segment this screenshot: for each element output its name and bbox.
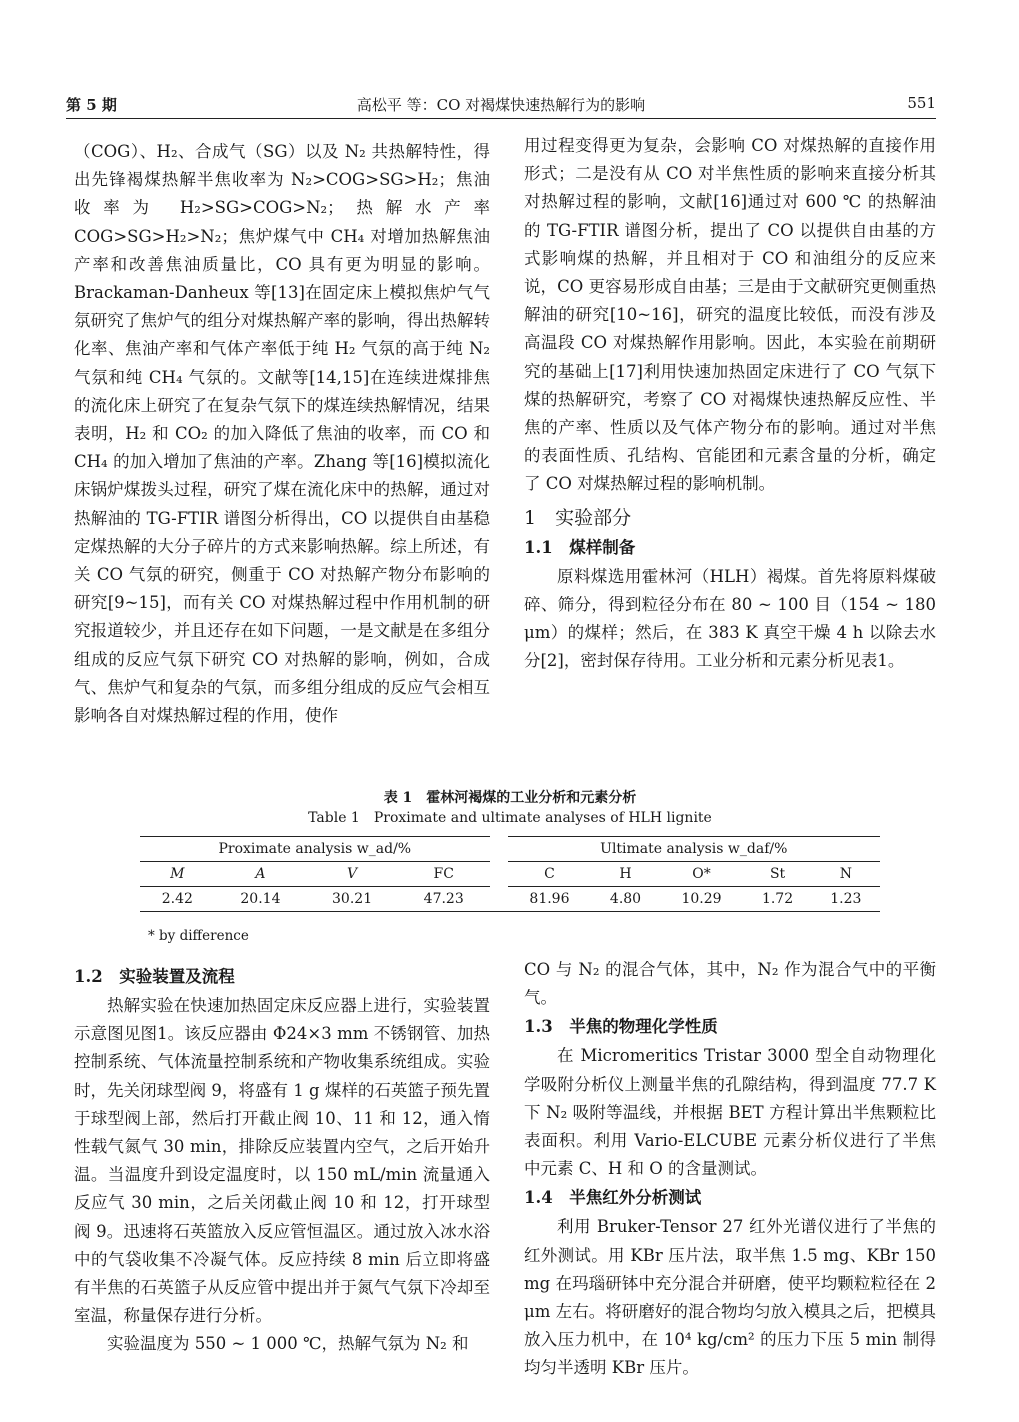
table-cell: 1.72 [743,887,811,912]
apparatus-text: 热解实验在快速加热固定床反应器上进行，实验装置示意图见图1。该反应器由 Φ24×3 mm 不锈钢管、加热控制系统、气体流量控制系统和产物收集系统组成。实验时，先关闭球型阀 9，将盛有 1 g 煤样的石英篮子预先置于球型阀上部，然后打开截止阀 10、11 和 12，通入惰性载气氮气 30 min，排除反应装置内空气，之后开始升温。当温度升到设定温度时，以 150 mL/min 流量通入反应气 30 min，之后关闭截止阀 10 和 12，打开球型阀 9。迅速将石英篮放入反应管恒温区。通过放入冰水浴中的气袋收集不冷凝气体。反应持续 8 min 后立即将盛有半焦的石英篮子从反应管中提出并于氮气气氛下冷却至室温，称量保存进行分析。 [74,996,490,1326]
table-cell: 20.14 [215,887,307,912]
col-header: O* [660,862,744,887]
col-header: C [508,862,592,887]
table-cell: 1.23 [812,887,880,912]
page-number: 551 [907,94,936,112]
table-caption-cn: 表 1 霍林河褐煤的工业分析和元素分析 [383,790,637,806]
intro-paragraph-left: （COG）、H₂、合成气（SG）以及 N₂ 共热解特性，得出先锋褐煤热解半焦收率为 N₂>COG>SG>H₂；焦油收率为 H₂>SG>COG>N₂；热解水产率 COG>SG>H₂>N₂；焦炉煤气中 CH₄ 对增加热解焦油产率和改善焦油质量比，CO 具有更为明显的影响。Brackaman-Danheux 等[13]在固定床上模拟焦炉气气氛研究了焦炉气的组分对煤热解产率的影响，得出热解转化率、焦油产率和气体产率低于纯 H₂ 气氛的高于纯 N₂ 气氛和纯 CH₄ 气氛的。文献等[14,15]在连续进煤排焦的流化床上研究了在复杂气氛下的煤连续热解情况，结果表明，H₂ 和 CO₂ 的加入降低了焦油的收率，而 CO 和 CH₄ 的加入增加了焦油的产率。Zhang 等[16]模拟流化床锅炉煤拨头过程，研究了煤在流化床中的热解，通过对热解油的 TG-FTIR 谱图分析得出，CO 以提供自由基稳定煤热解的大分子碎片的方式来影响热解。综上所述，有关 CO 气氛的研究，侧重于 CO 对热解产物分布影响的研究[9~15]，而有关 CO 对煤热解过程中作用机制的研究报道较少，并且还存在如下问题，一是文献是在多组分组成的反应气氛下研究 CO 对热解的影响，例如，合成气、焦炉气和复杂的气氛，而多组分组成的反应气会相互影响各自对煤热解过程的作用，使作 [74,142,490,726]
subsection-heading-1-4: 1.4 半焦红外分析测试 [524,1188,702,1208]
sample-preparation-text: 原料煤选用霍林河（HLH）褐煤。首先将原料煤破碎、筛分，得到粒径分布在 80 ~ 100 目（154 ~ 180 μm）的煤样；然后，在 383 K 真空干燥 4 h 以除去水分[2]，密封保存待用。工业分析和元素分析见表1。 [524,566,936,671]
running-header [66,92,936,119]
analysis-table [140,836,880,912]
table-row [140,887,880,912]
table-group-row [140,837,880,862]
ftir-test-text: 利用 Bruker-Tensor 27 红外光谱仪进行了半焦的红外测试。用 KBr 压片法，取半焦 1.5 mg、KBr 150 mg 在玛瑙研钵中充分混合并研磨，使平均颗粒粒径在 2 μm 左右。将研磨好的混合物均匀放入模具之后，把模具放入压力机中，在 10⁴ kg/cm² 的压力下压 5 min 制得均匀半透明 KBr 压片。 [524,1217,936,1378]
col-header: M [140,862,215,887]
right-column-bottom [524,956,936,1383]
table-cell: 2.42 [140,887,215,912]
col-header: A [215,862,307,887]
table-cell: 4.80 [591,887,659,912]
col-header: St [743,862,811,887]
table-cell: 30.21 [306,887,398,912]
table-cell: 81.96 [508,887,592,912]
apparatus-text-tail: CO 与 N₂ 的混合气体，其中，N₂ 作为混合气中的平衡气。 [524,960,936,1008]
table-1 [140,788,880,912]
proximate-group-header: Proximate analysis w_ad/% [140,837,490,862]
table-footnote: * by difference [148,928,249,944]
table-cell: 10.29 [660,887,744,912]
table-caption-en: Table 1 Proximate and ultimate analyses of HLH lignite [308,810,712,826]
char-properties-text: 在 Micromeritics Tristar 3000 型全自动物理化学吸附分析仪上测量半焦的孔隙结构，得到温度 77.7 K 下 N₂ 吸附等温线，并根据 BET 方程计算出半焦颗粒比表面积。利用 Vario-ELCUBE 元素分析仪进行了半焦中元素 C、H 和 O 的含量测试。 [524,1046,936,1179]
running-title: 高松平 等：CO 对褐煤快速热解行为的影响 [356,96,646,114]
col-header: V [306,862,398,887]
left-column-bottom [74,962,490,1359]
col-header: H [591,862,659,887]
issue-number: 第 5 期 [66,96,117,114]
subsection-heading-1-3: 1.3 半焦的物理化学性质 [524,1017,718,1037]
apparatus-text-continued: 实验温度为 550 ~ 1 000 ℃，热解气氛为 N₂ 和 [107,1334,469,1354]
col-header: FC [398,862,490,887]
subsection-heading-1-2: 1.2 实验装置及流程 [74,967,235,986]
left-column-top [74,138,490,730]
table-header-row [140,862,880,887]
section-heading-experimental: 1 实验部分 [524,506,632,529]
intro-paragraph-right: 用过程变得更为复杂，会影响 CO 对煤热解的直接作用形式；二是没有从 CO 对半焦性质的影响来直接分析其对热解过程的影响，文献[16]通过对 600 ℃ 的热解油的 TG-FTIR 谱图分析，提出了 CO 以提供自由基的方式影响煤的热解，并且相对于 CO 和油组分的反应来说，CO 更容易形成自由基；三是由于文献研究更侧重热解油的研究[10~16]，研究的温度比较低，而没有涉及高温段 CO 对煤热解作用影响。因此，本实验在前期研究的基础上[17]利用快速加热固定床进行了 CO 气氛下煤的热解研究，考察了 CO 对褐煤快速热解反应性、半焦的产率、性质以及气体产物分布的影响。通过对半焦的表面性质、孔结构、官能团和元素含量的分析，确定了 CO 对煤热解过程的影响机制。 [524,136,936,494]
subsection-heading-1-1: 1.1 煤样制备 [524,537,636,557]
ultimate-group-header: Ultimate analysis w_daf/% [508,837,880,862]
table-cell: 47.23 [398,887,490,912]
right-column-top [524,132,936,675]
col-header: N [812,862,880,887]
